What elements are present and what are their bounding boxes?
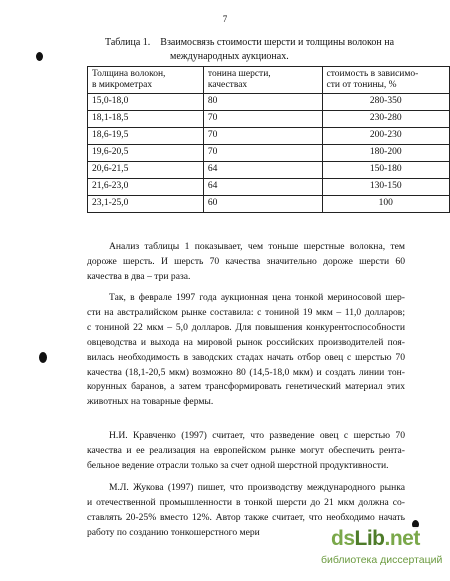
table-row [88, 162, 450, 179]
text-line: Анализ таблицы 1 показывает, чем тоньше шерстные волокна, тем [109, 241, 405, 252]
cell-cost: 230-280 [322, 111, 449, 128]
text-line: Н.И. Кравченко (1997) считает, что разведение овец с шерстью 70 [109, 430, 405, 441]
text-line: овцеводства и выхода на мировой рынок российских производителей поя- [87, 336, 405, 348]
text-line: животных на товарные фермы. [87, 396, 214, 408]
cell-thickness: 21,6-23,0 [88, 179, 204, 196]
table-row [88, 196, 450, 213]
table-header-row [88, 67, 450, 94]
text-line: качества и ее реализация на европейском рынке могут обеспечить рента- [87, 444, 405, 456]
cell-cost: 150-180 [322, 162, 449, 179]
text-line: сти на австралийском рынке составила: с тониной 19 мкм – 11,0 долларов; [87, 306, 405, 318]
text-line: вилась необходимость в заводских стадах начать отбор овец с шерстью 70 [87, 351, 405, 363]
table-title-line1: Взаимосвязь стоимости шерсти и толщины волокон на [160, 37, 395, 48]
cell-cost: 200-230 [322, 128, 449, 145]
table-title-line2: международных аукционах. [170, 51, 289, 62]
text-line: Так, в феврале 1997 года аукционная цена тонкой мериносовой шер- [109, 292, 405, 303]
paragraph-kravchenko [87, 429, 405, 474]
cell-quality: 70 [203, 145, 322, 162]
cell-thickness: 18,6-19,5 [88, 128, 204, 145]
text-line: корунных баранов, а затем трансформировать генетический материал этих [87, 381, 405, 393]
cell-quality: 64 [203, 162, 322, 179]
watermark-logo: dsLib.net [331, 527, 420, 550]
text-line: М.Л. Жукова (1997) пишет, что производству международного рынка [109, 482, 405, 493]
text-line: качества (18,1-20,5 мкм) возможно 80 (14,5-18,0 мкм) и создать линии тон- [87, 366, 405, 378]
watermark-subtitle: библиотека диссертаций [321, 554, 443, 566]
cell-cost: 100 [322, 196, 449, 213]
cell-thickness: 20,6-21,5 [88, 162, 204, 179]
header-wool-fineness: тонина шерсти, качествах [203, 67, 322, 94]
cell-cost: 130-150 [322, 179, 449, 196]
cell-quality: 70 [203, 128, 322, 145]
cell-thickness: 19,6-20,5 [88, 145, 204, 162]
text-line: работу по созданию тонкошерстного мери [87, 526, 260, 538]
page-number: 7 [222, 14, 228, 24]
cell-quality: 70 [203, 111, 322, 128]
cell-thickness: 18,1-18,5 [88, 111, 204, 128]
table-row [88, 179, 450, 196]
text-line: качества в два – три раза. [87, 270, 191, 282]
cell-thickness: 15,0-18,0 [88, 94, 204, 111]
cell-thickness: 23,1-25,0 [88, 196, 204, 213]
table-label: Таблица 1. [105, 37, 151, 48]
cell-quality: 60 [203, 196, 322, 213]
cell-quality: 64 [203, 179, 322, 196]
table-caption [105, 36, 405, 64]
table-row [88, 145, 450, 162]
text-line: дороже шерсть. И шерсть 70 качества значительно дороже шерсти 60 [87, 255, 405, 267]
cell-cost: 280-350 [322, 94, 449, 111]
watermark [319, 527, 444, 569]
text-line: бельное ведение отрасли только за счет одной шерстной продуктивности. [87, 459, 389, 471]
text-line: с тониной 22 мкм – 5,0 долларов. Для повышения конкурентоспособности [87, 321, 405, 333]
table-row [88, 94, 450, 111]
cell-quality: 80 [203, 94, 322, 111]
punch-hole-mark [39, 352, 47, 363]
table-row [88, 111, 450, 128]
cell-cost: 180-200 [322, 145, 449, 162]
table-row [88, 128, 450, 145]
data-table [87, 66, 450, 213]
header-cost-percent: стоимость в зависимо- сти от тонины, % [322, 67, 449, 94]
punch-hole-mark [36, 52, 43, 61]
paragraph-analysis [87, 240, 405, 285]
text-line: ставлять 20-25% вместо 12%. Автор также считает, что необходимо начать [87, 511, 405, 523]
paragraph-auction-price [87, 291, 405, 410]
text-line: и отечественной промышленности в тонкой шерсти до 21 мкм должна со- [87, 496, 405, 508]
header-fiber-thickness: Толщина волокон, в микрометрах [88, 67, 204, 94]
